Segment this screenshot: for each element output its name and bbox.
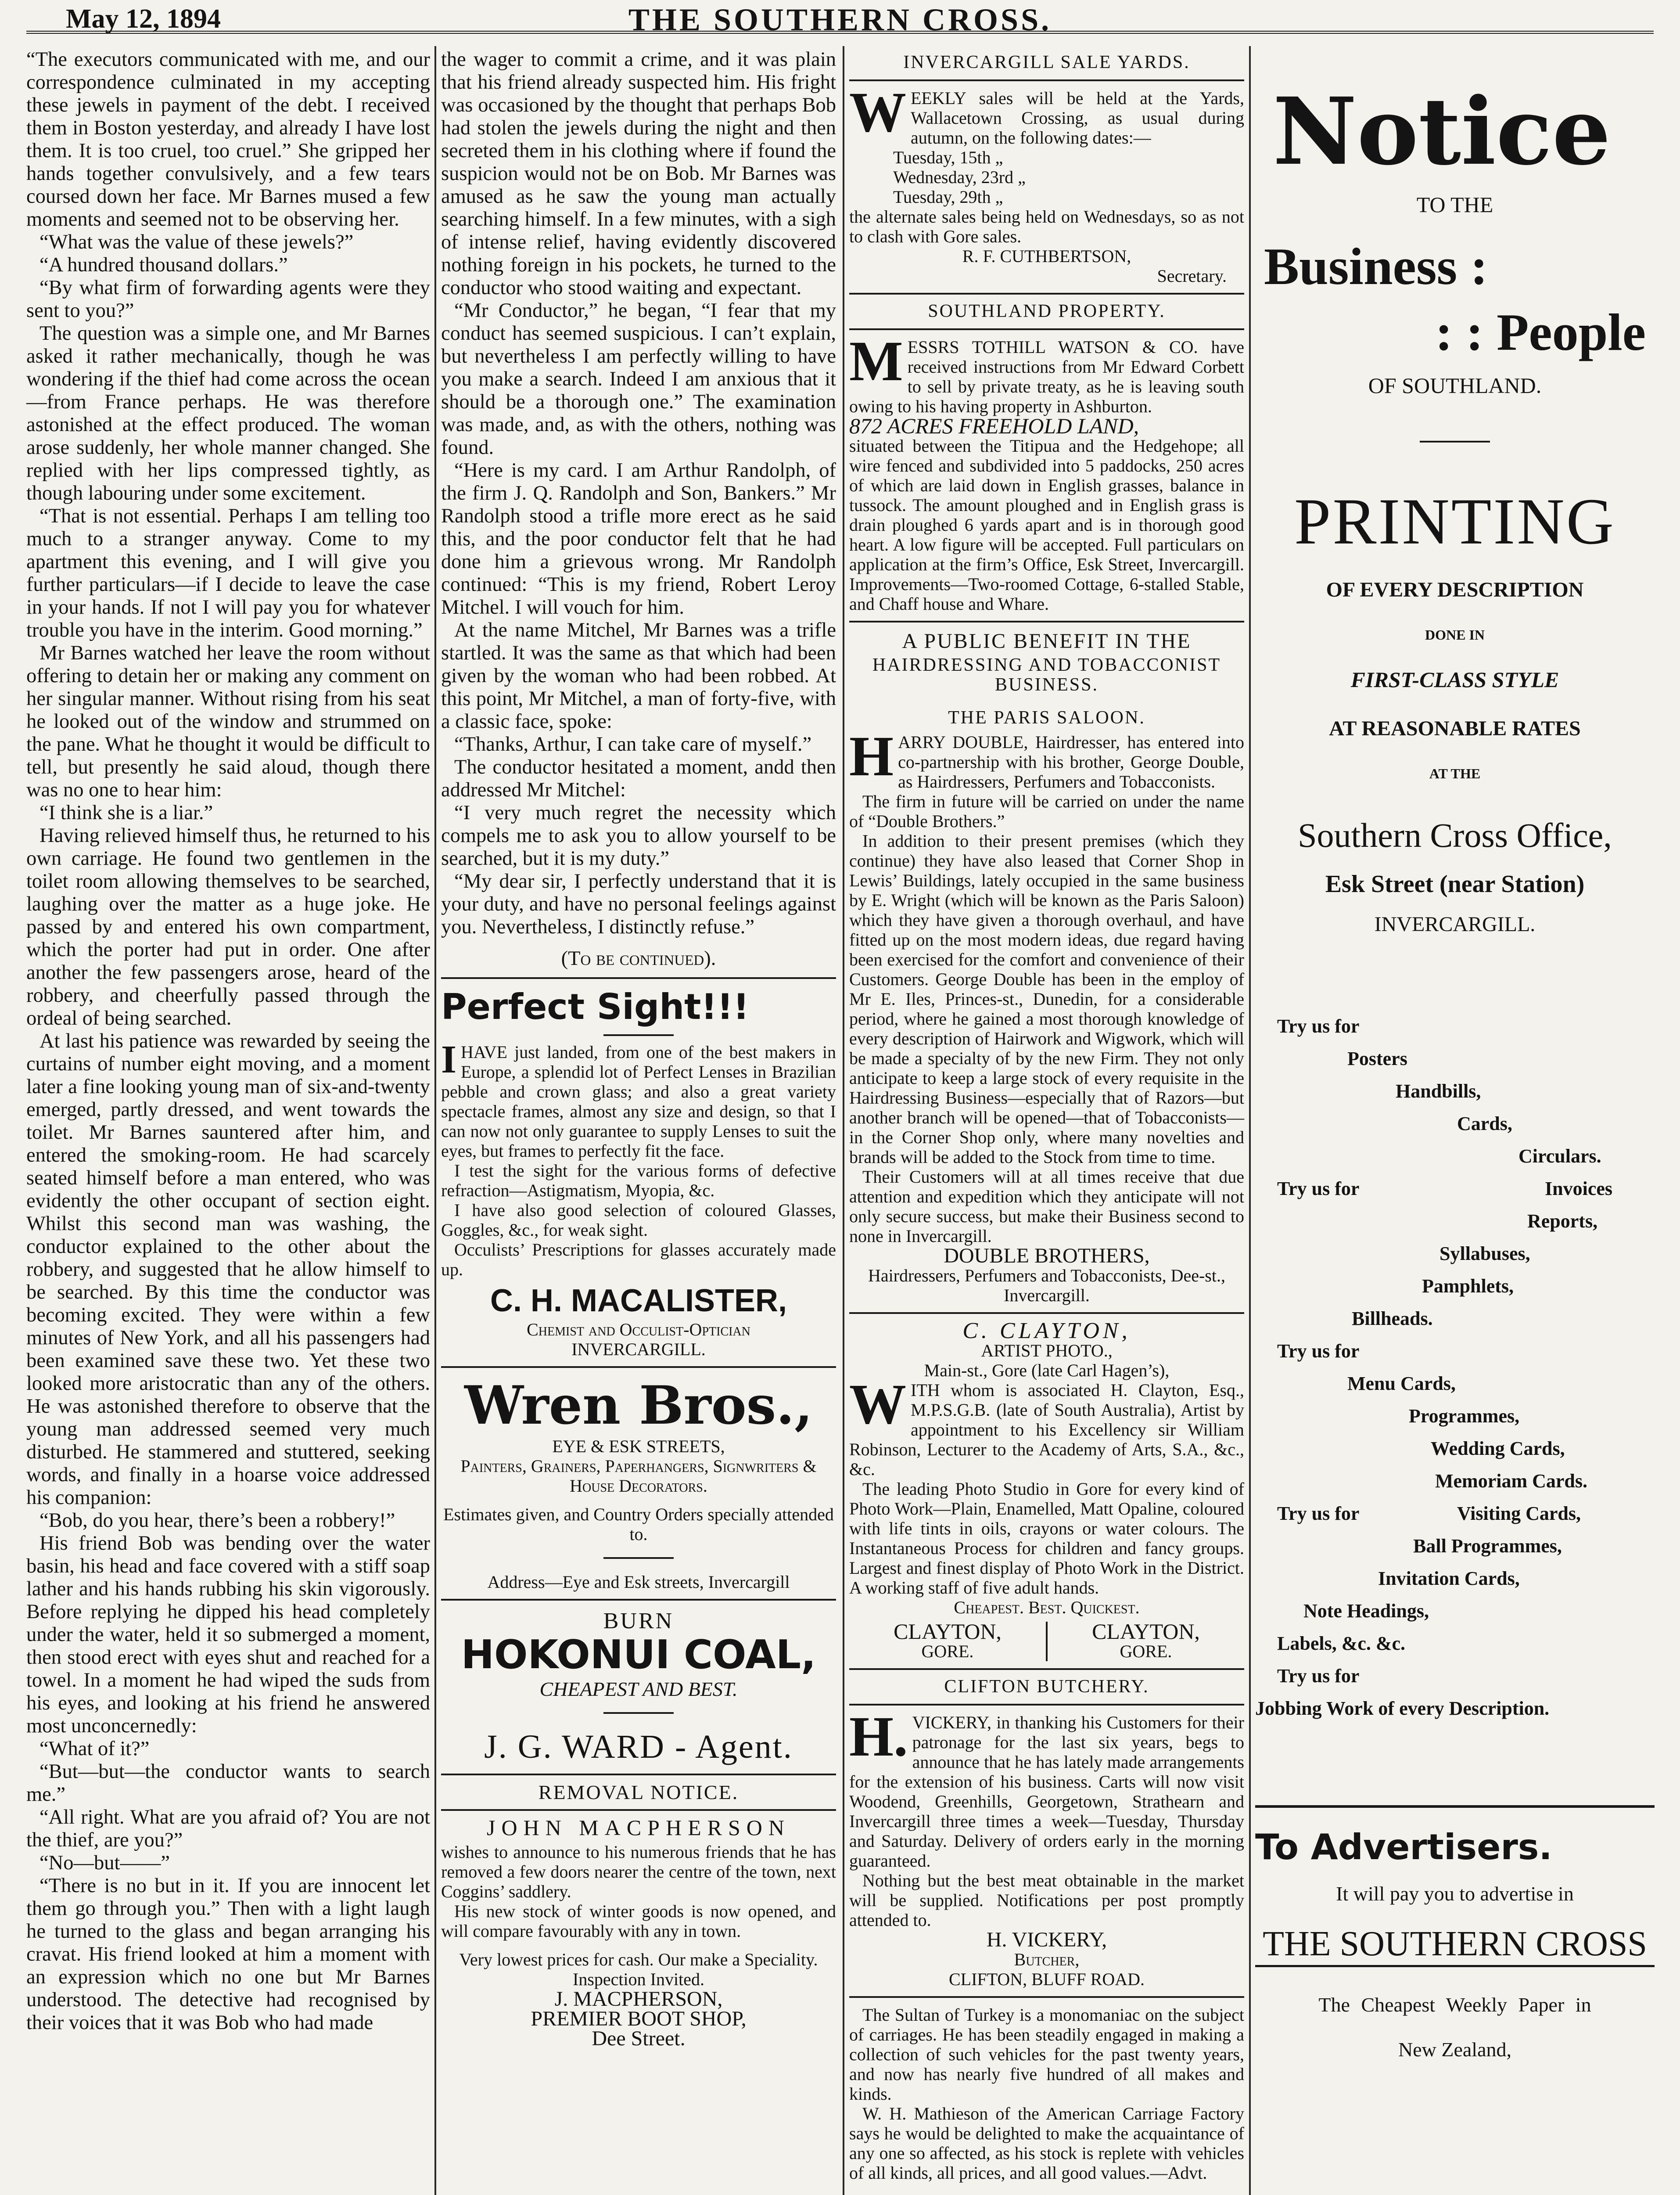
hairdressing-text: Their Customers will at all times receive that due attention and expedition which they anticipate will not only secure success, but make their Business second to none in Invercargill. [849,1167,1244,1246]
southern-cross-office: Southern Cross Office, [1298,816,1612,854]
hairdressing-signature: DOUBLE BROTHERS, [944,1244,1150,1267]
advertisers-heading: To Advertisers. [1255,1827,1552,1868]
service-item: Cards, [1457,1113,1512,1134]
hairdressing-text: The firm in future will be carried on under the name of “Double Brothers.” [849,792,1244,831]
story-paragraph: Having relieved himself thus, he returned to his own carriage. He found two gentlemen in the toilet room allowing themselves to be searched, laughing over the matter as a huge joke. He passed by and entered his own compartment, which the porter had put in order. One after another the few passengers arose, heard of the robbery, and cheerfully passed through the ordeal of being searched. [26,824,430,1029]
southland-details: situated between the Titipua and the Hedgehope; all wire fenced and subdivided into 5 paddocks, 250 acres of which are laid down in English grasses, balance in tussock. The amount ploughed and in English grass is drain ploughed 6 yards apart and is in thorough good heart. A low figure will be accepted. Full particulars on application at the firm’s Office, Esk Street, Invercargill. Improvements—Two-roomed Cottage, 6-stalled Stable, and Chaff house and Whare. [849,436,1244,614]
divider [849,328,1244,330]
divider [603,1034,674,1036]
hairdressing-text: ARRY DOUBLE, Hairdresser, has entered into co-partnership with his brother, George Double, as Hairdressers, Perfumers and Tobacconists. [898,732,1244,792]
saleyards-signature: R. F. CUTHBERTSON, [962,246,1131,266]
service-item: Handbills, [1396,1080,1481,1102]
clayton-left-town: GORE. [921,1641,974,1661]
notice-of-southland: OF SOUTHLAND. [1368,373,1542,398]
removal-body: wishes to announce to his numerous friends that he has removed a few doors nearer the centre of the town, next Coggins’ saddlery. [441,1842,836,1901]
service-item: Billheads. [1352,1308,1433,1329]
coal-agent: J. G. WARD - Agent. [484,1728,793,1765]
divider [849,621,1244,623]
clayton-address: Main-st., Gore (late Carl Hagen’s), [924,1360,1170,1380]
paris-saloon: THE PARIS SALOON. [948,708,1145,728]
wren-trades: Painters, Grainers, Paperhangers, Signwriters & House Decorators. [460,1456,817,1496]
esk-street: Esk Street (near Station) [1325,871,1585,898]
story-paragraph: The conductor hesitated a moment, andd then addressed Mr Mitchel: [441,756,836,801]
masthead [26,0,1654,37]
southland-head: SOUTHLAND PROPERTY. [928,301,1166,321]
new-zealand: New Zealand, [1398,2038,1511,2061]
reasonable-rates: AT REASONABLE RATES [1329,717,1581,740]
clayton-body [849,1373,1244,1479]
coal-sub: CHEAPEST AND BEST. [539,1678,738,1700]
story-paragraph: “Thanks, Arthur, I can take care of myself.” [454,733,812,756]
southern-cross-name: THE SOUTHERN CROSS [1255,1923,1655,1967]
perfect-sight-text: I have also good selection of coloured Glasses, Goggles, &c., for weak sight. [441,1200,836,1240]
divider [441,1774,836,1775]
service-item: Posters [1347,1048,1407,1069]
service-item: Note Headings, [1303,1600,1429,1622]
service-item: Jobbing Work of every Description. [1255,1698,1550,1719]
southland-acres: 872 ACRES FREEHOLD LAND, [849,414,1139,438]
story-paragraph: “My dear sir, I perfectly understand that it is your duty, and have no personal feelings against you. Nevertheless, I distinctly refuse.” [441,870,836,938]
clayton-role: ARTIST PHOTO., [981,1341,1113,1360]
clayton-left [849,1619,1046,1661]
perfect-sight-advert [441,986,836,1359]
column-divider [1249,46,1251,2195]
divider [441,1366,836,1368]
saleyards-secretary: Secretary. [1157,266,1227,286]
story-paragraph: “There is no but in it. If you are innocent let them go through you.” Then with a light laugh he turned to the glass and began arranging his cravat. His friend looked at him a moment with an expression which no one but Mr Barnes understood. The detective had recognised by their voices that it was Bob who had made [26,1875,430,2034]
story-paragraph: “What was the value of these jewels?” [39,231,354,253]
story-paragraph: “But—but—the conductor wants to search me.” [26,1760,430,1806]
service-item: Try us for [1277,1665,1360,1687]
perfect-sight-body [441,1038,836,1161]
macalister-town: INVERCARGILL. [571,1339,706,1359]
perfect-sight-text: HAVE just landed, from one of the best makers in Europe, a splendid lot of Perfect Lenses in Brazilian pebble and crown glass; and also a great variety spectacle frames, almost any size and design, so that I can now not only guarantee to supply Lenses to suit the eyes, but frames to perfectly fit the face. [441,1042,836,1161]
sultan-text: The Sultan of Turkey is a monomaniac on the subject of carriages. He has been steadily engaged in making a collection of such vehicles for the past twenty years, and now has nearly five hundred of all makes and kinds. [849,2005,1244,2104]
sultan-advert [849,2005,1244,2183]
to-be-continued: (To be continued). [561,947,716,970]
story-column-1 [26,48,430,2034]
story-paragraph: “No—but——” [39,1852,170,1874]
removal-advert [441,1782,836,2048]
service-item: Try us for [1277,1178,1360,1199]
butchery-signature: H. VICKERY, [986,1928,1107,1951]
perfect-sight-text: I test the sight for the various forms of defective refraction—Astigmatism, Myopia, &c. [441,1161,836,1200]
service-item: Syllabuses, [1439,1243,1530,1264]
clayton-right [1046,1619,1244,1661]
printing-heading: PRINTING [1294,485,1615,558]
southland-advert [849,302,1244,614]
removal-shop: PREMIER BOOT SHOP, [531,2007,747,2030]
printing-notice-column [1255,48,1655,2061]
invercargill: INVERCARGILL. [1374,913,1536,936]
first-class-style: FIRST-CLASS STYLE [1350,667,1559,692]
wren-address-2: Address—Eye and Esk streets, Invercargill [487,1572,790,1592]
divider [1420,441,1490,443]
southland-text: ESSRS TOTHILL WATSON & CO. have received instructions from Mr Edward Corbett to sell by private treaty, as he is leaving south owing to his having property in Ashburton. [849,337,1244,416]
drop-cap: H [849,725,894,788]
divider [849,293,1244,295]
notice-heading: Notice [1273,77,1611,186]
service-item: Reports, [1527,1210,1598,1232]
story-paragraph: At the name Mitchel, Mr Barnes was a trifle startled. It was the same as that which had been given by the woman who had been robbed. At this point, Mr Mitchel, a man of forty-five, with a classic face, spoke: [441,619,836,733]
coal-burn: BURN [603,1608,674,1634]
hairdressing-subhead: HAIRDRESSING AND TOBACCONIST BUSINESS. [872,655,1221,695]
story-paragraph: “Bob, do you hear, there’s been a robbery!” [39,1509,395,1532]
hairdressing-head: A PUBLIC BENEFIT IN THE [902,630,1192,653]
every-description: OF EVERY DESCRIPTION [1326,578,1584,601]
removal-body: His new stock of winter goods is now opened, and will compare favourably with any in town. [441,1901,836,1941]
wren-address: EYE & ESK STREETS, [552,1436,725,1456]
clayton-signatures [849,1619,1244,1661]
saleyards-date: Tuesday, 15th „ [893,148,1003,167]
clayton-advert [849,1318,1244,1661]
service-item: Circulars. [1518,1145,1601,1167]
removal-name: JOHN MACPHERSON [486,1815,791,1840]
story-paragraph: “Mr Conductor,” he began, “I fear that my conduct has seemed suspicious. I can’t explain, but nevertheless I am perfectly willing to have you make a search. Indeed I am anxious that it should be a thorough one.” The examination was made, and, as with the others, nothing was found. [441,299,836,459]
service-item: Try us for [1277,1340,1360,1362]
coal-title: HOKONUI COAL, [461,1632,816,1678]
service-item: Menu Cards, [1347,1373,1456,1394]
removal-head: REMOVAL NOTICE. [538,1781,739,1803]
story-paragraph: Mr Barnes watched her leave the room without offering to detain her or making any comment on her singular manner. Without rising from his seat he looked out of the window and strummed on the pane. What he thought it would be difficult to tell, but presently he said aloud, though there was no one to hear him: [26,642,430,801]
clayton-text: The leading Photo Studio in Gore for every kind of Photo Work—Plain, Enamelled, Matt Opaline, coloured with life tints in oils, crayons or water colours. The Instantaneous Process for children and fancy groups. Largest and finest display of Photo Work in the District. A working staff of five adult hands. [849,1479,1244,1598]
advert-column-3 [849,48,1244,2183]
divider [849,1668,1244,1670]
drop-cap: W [849,81,906,144]
story-paragraph: The question was a simple one, and Mr Barnes asked it rather mechanically, though he was wondering if the thief had come across the ocean—from France perhaps. He was therefore astonished at the effect produced. The woman arose suddenly, her whole manner changed. She replied with her lips compressed tightly, as though labouring under some excitement. [26,322,430,504]
saleyards-date: Wednesday, 23rd „ [893,167,1026,187]
saleyards-date: Tuesday, 29th „ [893,187,1003,207]
story-column-2 [441,48,836,2048]
story-paragraph: “All right. What are you afraid of? You are not the thief, are you?” [26,1806,430,1851]
service-item: Memoriam Cards. [1435,1470,1588,1492]
hairdressing-trades: Hairdressers, Perfumers and Tobacconists, Dee-st., Invercargill. [868,1266,1225,1305]
perfect-sight-title: Perfect Sight!!! [441,986,749,1027]
clayton-text: ITH whom is associated H. Clayton, Esq., M.P.S.G.B. (late of South Australia), Artist by appointment to his Excellency sir William Robinson, Lecturer to the Academy of Arts, S.A., &c., &c. [849,1380,1244,1479]
cheapest-weekly: The Cheapest Weekly Paper in [1318,1993,1591,2016]
butchery-text: Nothing but the best meat obtainable in the market will be supplied. Notifications per post promptly attended to. [849,1871,1244,1930]
removal-invite: Inspection Invited. [573,1969,704,1989]
drop-cap: W [849,1373,906,1436]
hairdressing-advert [849,631,1244,1305]
removal-street: Dee Street. [592,2027,686,2050]
divider [441,1599,836,1601]
newspaper-title: THE SOUTHERN CROSS. [628,2,1052,37]
removal-signature: J. MACPHERSON, [554,1987,723,2011]
saleyards-advert [849,53,1244,286]
butchery-head: CLIFTON BUTCHERY. [944,1677,1149,1697]
story-paragraph: “What of it?” [39,1738,150,1760]
column-divider [843,46,844,2195]
service-item: Visiting Cards, [1457,1503,1581,1524]
service-item: Wedding Cards, [1431,1438,1565,1459]
story-paragraph: “By what firm of forwarding agents were they sent to you?” [26,277,430,322]
removal-prices: Very lowest prices for cash. Our make a Speciality. [459,1950,818,1969]
done-in: DONE IN [1425,627,1485,643]
pay-to-advertise: It will pay you to advertise in [1336,1882,1574,1905]
sultan-text: W. H. Mathieson of the American Carriage Factory says he would be delighted to make the acquaintance of any one so affected, as his stock is replete with vehicles of all kinds, all prices, and all good values.—Advt. [849,2104,1244,2183]
wren-advert [441,1375,836,1592]
issue-date: May 12, 1894 [66,4,221,34]
divider [441,1809,836,1811]
drop-cap: I [441,1038,457,1081]
divider [441,977,836,979]
butchery-address: CLIFTON, BLUFF ROAD. [949,1969,1145,1989]
story-paragraph: At last his patience was rewarded by seeing the curtains of number eight moving, and a moment later a fine looking young man of six-and-twenty emerged, partly dressed, and went towards the toilet. Mr Barnes sauntered after him, and entered the smoking-room. He had scarcely seated himself before a man entered, who was evidently the other occupant of section eight. Whilst this second man was washing, the conductor explained to the other about the robbery, and suggested that he allow himself to be searched. By this time the conductor was becoming excited. They were within a few minutes of New York, and all his passengers had been examined save these two. Yet these two looked more aristocratic than any of the others. He was astonished therefore to observe that the young man addressed seemed very much disturbed. He stammered and stuttered, seeking words, and finally in a hoarse voice addressed his companion: [26,1030,430,1509]
macalister-role: Chemist and Occulist-Optician [527,1320,750,1339]
service-item: Try us for [1277,1015,1360,1037]
notice-business: Business : [1264,237,1488,295]
service-item: Pamphlets, [1422,1275,1514,1297]
story-paragraph: “That is not essential. Perhaps I am telling too much to a stranger anyway. Come to my apartment this evening, and I will give you further particulars—if I decide to leave the case in your hands. If not I will pay you for whatever trouble you have in the interim. Good morning.” [26,505,430,641]
butchery-text: VICKERY, in thanking his Customers for their patronage for the last six years, begs to announce that he has lately made arrangements for the extension of his business. Carts will now visit Woodend, Greenhills, Georgetown, Strathearn and Invercargill three times a week—Tuesday, Thursday and Saturday. Delivery of orders early in the morning guaranteed. [849,1713,1244,1871]
column-divider [434,46,436,2195]
divider [603,1712,674,1714]
saleyards-body [849,81,1244,148]
wren-estimates: Estimates given, and Country Orders specially attended to. [443,1504,834,1544]
butchery-advert [849,1677,1244,1989]
divider [849,1312,1244,1314]
drop-cap: H. [849,1705,908,1768]
story-paragraph: “I think she is a liar.” [39,802,213,824]
printing-services-list [1255,1015,1655,1796]
divider [849,79,1244,81]
wren-title: Wren Bros., [464,1375,813,1436]
service-item: Try us for [1277,1503,1360,1524]
hairdressing-text: In addition to their present premises (which they continue) they have also leased that Corner Shop in Lewis’ Buildings, lately occupied in the same business by E. Wright (which will be known as the Paris Saloon) which they have given a thorough overhaul, and have fitted up on the most modern ideas, due regard having been exercised for the comfort and convenience of their Customers. George Double has been in the employ of Mr E. Iles, Princes-st., Dunedin, for a considerable period, where he gained a most thorough knowledge of every description of Hairwork and Wigwork, which will be made a specialty of by the new Firm. They not only anticipate to keep a large stock of every requisite in the Hairdressing Business—especially that of Razors—but another branch will be opened—that of Tobacconists—in the Corner Shop only, where many novelties and brands will be added to the Stock from time to time. [849,831,1244,1167]
coal-advert [441,1608,836,1767]
saleyards-note: the alternate sales being held on Wednesdays, so as not to clash with Gore sales. [849,207,1244,246]
divider [849,1704,1244,1706]
butchery-body [849,1705,1244,1871]
butchery-role: Butcher, [1014,1950,1080,1969]
story-paragraph: “A hundred thousand dollars.” [39,254,288,276]
macalister-name: C. H. MACALISTER, [490,1283,787,1318]
clayton-right-town: GORE. [1120,1641,1172,1661]
service-item: Programmes, [1409,1405,1520,1427]
service-item: Ball Programmes, [1413,1535,1562,1557]
divider [603,1557,674,1559]
service-item: Labels, &c. &c. [1277,1633,1406,1654]
divider [849,1996,1244,1998]
story-paragraph: His friend Bob was bending over the water basin, his head and face covered with a stiff soap lather and his hands rubbing his skin vigorously. Before replying he dipped his head completely under the water, held it so submerged a moment, then stood erect with eyes shut and reached for a towel. In a moment he had wiped the suds from his eyes, and looking at his friend he answered most unconcernedly: [26,1532,430,1737]
saleyards-text: EEKLY sales will be held at the Yards, Wallacetown Crossing, as usual during autumn, on the following dates:— [911,88,1244,148]
hairdressing-body [849,725,1244,792]
story-paragraph: “I very much regret the necessity which compels me to ask you to allow yourself to be searched, but it is my duty.” [441,802,836,870]
clayton-tags: Cheapest. Best. Quickest. [954,1598,1140,1617]
notice-to-the: TO THE [1416,192,1493,217]
story-paragraph: “Here is my card. I am Arthur Randolph, of the firm J. Q. Randolph and Son, Bankers.” Mr Randolph stood a trifle more erect as he said this, and the poor conductor felt that he had done him a grievous wrong. Mr Randolph continued: “This is my friend, Robert Leroy Mitchel. I will vouch for him. [441,459,836,619]
service-item: Invitation Cards, [1378,1568,1520,1589]
divider [1255,1805,1655,1808]
perfect-sight-text: Occulists’ Prescriptions for glasses accurately made up. [441,1240,836,1279]
drop-cap: M [849,330,903,393]
southland-body [849,330,1244,416]
story-paragraph: “The executors communicated with me, and our correspondence culminated in my accepting these jewels in payment of the debt. I received them in Boston yesterday, and already I have lost them. It is too cruel, too cruel.” She gripped her hands together convulsively, and a few tears coursed down her face. Mr Barnes mused a few moments and seemed not to be observing her. [26,48,430,230]
saleyards-head: INVERCARGILL SALE YARDS. [903,52,1190,72]
clayton-left-name: CLAYTON, [894,1619,1002,1644]
clayton-right-name: CLAYTON, [1092,1619,1200,1644]
clayton-name: C. CLAYTON, [962,1318,1131,1343]
notice-people: : : People [1435,303,1646,361]
service-item: Invoices [1545,1178,1612,1199]
story-paragraph: the wager to commit a crime, and it was plain that his friend already suspected him. His fright was occasioned by the thought that perhaps Bob had stolen the jewels during the night and then secreted them in his clothing where if found the suspicion would not be on Bob. Mr Barnes was amused as he saw the young man actually searching himself. In a few minutes, with a sigh of intense relief, having evidently discovered nothing foreign in his pockets, he turned to the conductor who stood waiting and expectant. [441,48,836,299]
at-the: AT THE [1429,766,1481,781]
